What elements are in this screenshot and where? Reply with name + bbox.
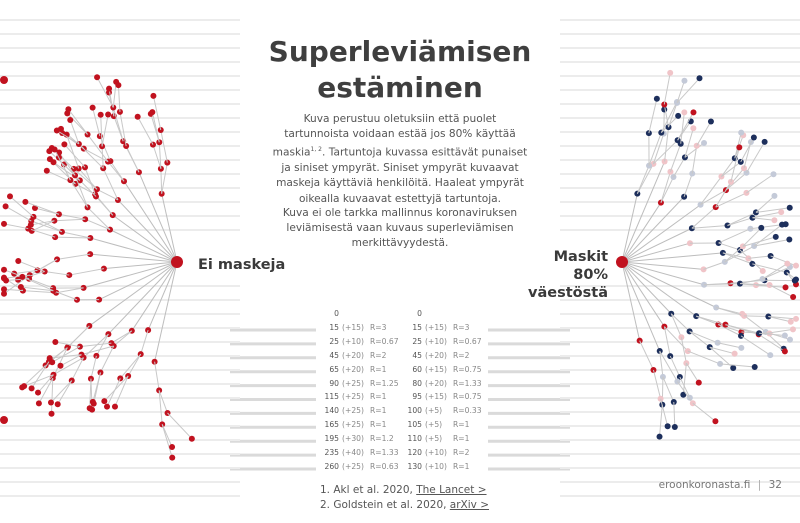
transmission-link	[102, 146, 103, 168]
case-count: 100	[407, 406, 422, 416]
case-table-row	[406, 323, 486, 334]
transmission-link	[138, 117, 153, 145]
transmission-link	[155, 262, 177, 362]
case-node	[793, 316, 799, 322]
page-number: 32	[768, 479, 782, 491]
case-table-row	[406, 392, 486, 403]
case-node	[783, 284, 789, 290]
reproduction-number: R=1	[370, 364, 387, 374]
transmission-link	[4, 224, 28, 229]
case-node	[762, 139, 768, 145]
case-node	[35, 390, 41, 396]
reproduction-number: R=3	[370, 322, 387, 332]
case-increase: (+15)	[425, 392, 447, 402]
case-node	[52, 147, 58, 153]
case-node	[708, 119, 714, 125]
case-node	[701, 140, 707, 146]
case-count: 90	[329, 378, 339, 388]
transmission-link	[108, 162, 124, 182]
case-increase: (+20)	[425, 350, 447, 360]
case-node	[786, 237, 792, 243]
case-table-row	[323, 406, 403, 417]
case-count: 15	[329, 322, 339, 332]
reproduction-number: R=2	[370, 350, 387, 360]
case-node	[738, 130, 744, 136]
case-node	[657, 434, 663, 440]
case-node	[90, 105, 96, 111]
case-node	[792, 278, 798, 284]
case-node	[7, 193, 13, 199]
case-table-row	[323, 365, 403, 376]
transmission-link	[102, 115, 108, 147]
transmission-link	[719, 243, 740, 250]
transmission-link	[45, 271, 70, 275]
case-table-row	[406, 434, 486, 445]
case-count: 165	[324, 420, 339, 430]
case-node	[135, 114, 141, 120]
case-node	[790, 294, 796, 300]
case-node	[784, 261, 790, 267]
transmission-link	[696, 316, 725, 325]
case-node	[0, 416, 8, 424]
case-node	[67, 117, 73, 123]
reproduction-number: R=1.2	[370, 434, 394, 444]
case-node	[712, 418, 718, 424]
case-node	[22, 199, 28, 205]
transmission-link	[108, 262, 177, 334]
case-node	[771, 171, 777, 177]
transmission-link	[18, 261, 44, 271]
case-table-row	[406, 462, 486, 473]
reproduction-number: R=1.33	[453, 378, 482, 388]
reproduction-number: R=1	[453, 434, 470, 444]
transmission-link	[671, 314, 681, 338]
site-name: eroonkoronasta.fi	[658, 479, 751, 491]
case-count: 25	[412, 336, 422, 346]
case-node	[760, 268, 766, 274]
case-increase: (+20)	[425, 378, 447, 388]
case-node	[21, 383, 27, 389]
case-count: 105	[407, 420, 422, 430]
transmission-link	[128, 354, 141, 376]
case-table-row	[323, 392, 403, 403]
case-node	[787, 337, 793, 343]
case-table-row	[406, 309, 486, 320]
transmission-link	[664, 73, 670, 105]
case-node	[52, 339, 58, 345]
case-node	[149, 109, 155, 115]
reproduction-number: R=1	[370, 420, 387, 430]
case-node	[104, 404, 110, 410]
transmission-link	[10, 196, 33, 217]
case-node	[681, 78, 687, 84]
case-increase: (+25)	[342, 392, 364, 402]
case-node	[150, 93, 156, 99]
case-count: 195	[324, 434, 339, 444]
case-node	[169, 444, 175, 450]
case-count: 140	[324, 406, 339, 416]
case-increase: (+25)	[342, 378, 364, 388]
case-increase: (+20)	[342, 350, 364, 360]
reproduction-number: R=1	[370, 406, 387, 416]
case-node	[44, 168, 50, 174]
transmission-link	[161, 169, 162, 194]
case-node	[690, 125, 696, 131]
case-node	[47, 355, 53, 361]
index-case-node	[616, 256, 628, 268]
transmission-link	[664, 327, 687, 352]
case-node	[48, 400, 54, 406]
case-increase: (+15)	[342, 322, 364, 332]
footer	[659, 479, 782, 491]
case-table-row	[406, 420, 486, 431]
case-table-row	[406, 406, 486, 417]
transmission-link	[690, 331, 710, 347]
reproduction-number: R=0.75	[453, 392, 482, 402]
transmission-link	[741, 138, 754, 162]
transmission-link	[704, 262, 725, 269]
case-node	[61, 141, 67, 147]
reproduction-number: R=2	[453, 350, 470, 360]
case-count: 25	[329, 336, 339, 346]
case-node	[738, 345, 744, 351]
case-increase: (+10)	[425, 448, 447, 457]
case-node	[65, 106, 71, 112]
case-table-row	[406, 337, 486, 348]
transmission-link	[107, 378, 120, 406]
case-count: 260	[324, 461, 339, 471]
transmission-link	[704, 284, 740, 285]
transmission-link	[155, 362, 160, 391]
case-increase: (+20)	[342, 364, 364, 374]
case-node	[57, 363, 63, 369]
case-increase: (+40)	[342, 448, 364, 457]
case-count: 60	[412, 364, 422, 374]
transmission-link	[701, 177, 722, 205]
case-node	[675, 113, 681, 119]
case-count: 0	[334, 309, 339, 318]
case-node	[1, 286, 7, 292]
case-count: 115	[324, 392, 339, 402]
case-node	[730, 365, 736, 371]
transmission-link	[96, 196, 113, 215]
transmission-link	[25, 202, 59, 214]
case-count: 130	[407, 461, 422, 471]
case-increase: (+5)	[425, 420, 443, 430]
case-table-row	[406, 365, 486, 376]
case-count: 0	[417, 309, 422, 318]
transmission-link	[85, 219, 110, 229]
case-node	[29, 385, 35, 391]
transmission-link	[88, 207, 110, 229]
case-node	[690, 109, 696, 115]
case-node	[0, 76, 8, 84]
case-table-row	[323, 434, 403, 445]
case-node	[696, 380, 702, 386]
reproduction-number: R=0.67	[370, 336, 399, 346]
case-node	[732, 351, 738, 357]
transmission-link	[56, 288, 83, 293]
case-node	[90, 399, 96, 405]
case-table-row	[323, 462, 403, 473]
case-increase: (+25)	[342, 406, 364, 416]
case-node	[3, 277, 9, 283]
reproduction-number: R=0.63	[370, 461, 399, 471]
masks-80-label: Maskit 80% väestöstä	[528, 249, 608, 301]
transmission-link	[97, 189, 118, 200]
case-node	[696, 75, 702, 81]
case-increase: (+5)	[425, 406, 443, 416]
case-node	[752, 364, 758, 370]
transmission-link	[748, 256, 770, 258]
case-node	[105, 112, 111, 118]
case-increase: (+5)	[425, 434, 443, 444]
transmission-link	[752, 218, 774, 220]
case-table-row	[323, 323, 403, 334]
case-node	[778, 209, 784, 215]
transmission-link	[740, 279, 763, 284]
transmission-link	[101, 115, 102, 147]
disclaimer-paragraph: Kuva ei ole tarkka mallinnus koronaviruksen leviämisestä vaan kuvaus superleviämisen merkittävyydestä.	[282, 207, 518, 250]
transmission-link	[670, 356, 680, 377]
lancet-link[interactable]: The Lancet >	[416, 484, 487, 496]
case-table-row	[323, 379, 403, 390]
case-node	[106, 86, 112, 92]
case-node	[112, 404, 118, 410]
transmission-link	[720, 364, 755, 367]
case-node	[50, 159, 56, 165]
case-node	[782, 348, 788, 354]
transmission-link	[69, 269, 104, 275]
case-table-row	[323, 420, 403, 431]
transmission-link	[91, 356, 96, 379]
case-node	[101, 398, 107, 404]
intro-paragraph: Kuva perustuu oletuksiin että puolet tartunnoista voidaan estää jos 80% käyttää maskia$^{1, 2}$. Tartuntoja kuvassa esittävät punaiset ja siniset ympyrät. Siniset ympyrät kuvaavat maskeja käyttäviä henkilöitä. Haaleat ympyrät oikealla kuvaavat estettyjä tartuntoja.	[272, 113, 528, 205]
transmission-link	[622, 194, 637, 262]
transmission-link	[744, 316, 768, 317]
case-count: 235	[324, 448, 339, 457]
transmission-link	[731, 147, 739, 182]
page-title: Superleviämisen estäminen	[268, 35, 532, 104]
case-node	[782, 333, 788, 339]
case-node	[1, 267, 7, 273]
transmission-link	[692, 225, 728, 228]
case-node	[787, 205, 793, 211]
masks-case-table	[406, 309, 486, 474]
transmission-link	[622, 262, 671, 314]
case-increase: (+15)	[425, 322, 447, 332]
reproduction-number: R=0.33	[453, 406, 482, 416]
case-table-row	[406, 448, 486, 459]
case-node	[771, 217, 777, 223]
case-node	[788, 319, 794, 325]
case-increase: (+10)	[425, 461, 447, 471]
transmission-link	[100, 346, 113, 373]
transmission-link	[54, 219, 85, 220]
case-count: 45	[329, 350, 339, 360]
case-count: 15	[412, 322, 422, 332]
case-increase: (+25)	[342, 461, 364, 471]
case-increase: (+25)	[342, 420, 364, 430]
reproduction-number: R=0.75	[453, 364, 482, 374]
transmission-link	[674, 402, 675, 427]
case-table-row	[406, 351, 486, 362]
case-node	[115, 82, 121, 88]
case-node	[736, 144, 742, 150]
case-increase: (+10)	[342, 336, 364, 346]
transmission-link	[727, 218, 752, 226]
case-node	[793, 263, 799, 269]
transmission-link	[686, 363, 698, 383]
reference-2: 2. Goldstein et al. 2020, arXiv >	[320, 498, 490, 511]
reproduction-number: R=2	[453, 448, 470, 457]
case-node	[1, 221, 7, 227]
transmission-link	[746, 174, 773, 193]
no-masks-label: Ei maskeja	[198, 257, 286, 273]
transmission-link	[718, 343, 742, 348]
case-table-row	[323, 309, 403, 320]
transmission-link	[37, 259, 57, 270]
case-node	[771, 193, 777, 199]
transmission-link	[688, 351, 720, 364]
case-node	[98, 112, 104, 118]
case-node	[667, 70, 673, 76]
case-node	[672, 424, 678, 430]
case-table-row	[406, 379, 486, 390]
case-count: 120	[407, 448, 422, 457]
footer-separator: |	[757, 479, 762, 491]
case-node	[36, 400, 42, 406]
arxiv-link[interactable]: arXiv >	[449, 498, 490, 511]
reference-1: 1. Akl et al. 2020, The Lancet >	[320, 484, 487, 496]
transmission-link	[114, 331, 132, 346]
case-node	[681, 109, 687, 115]
case-increase: (+30)	[342, 434, 364, 444]
case-node	[779, 222, 785, 228]
case-node	[19, 274, 25, 280]
case-node	[49, 411, 55, 417]
case-node	[18, 284, 24, 290]
case-count: 95	[412, 392, 422, 402]
case-node	[189, 436, 195, 442]
transmission-link	[162, 424, 172, 447]
case-node	[46, 148, 52, 154]
transmission-link	[684, 174, 692, 197]
transmission-link	[754, 240, 789, 246]
case-node	[751, 135, 757, 141]
case-node	[87, 405, 93, 411]
index-case-node	[171, 256, 183, 268]
case-table-row	[323, 351, 403, 362]
no-masks-case-table	[323, 309, 403, 474]
case-count: 65	[329, 364, 339, 374]
transmission-link	[57, 254, 90, 259]
case-node	[773, 234, 779, 240]
reproduction-number: R=1.25	[370, 378, 399, 388]
reproduction-number: R=3	[453, 322, 470, 332]
case-table-row	[323, 337, 403, 348]
case-node	[758, 225, 764, 231]
case-count: 110	[407, 434, 422, 444]
case-node	[54, 128, 60, 134]
case-node	[15, 258, 21, 264]
reproduction-number: R=1	[370, 392, 387, 402]
reproduction-number: R=0.67	[453, 336, 482, 346]
transmission-link	[692, 207, 716, 228]
transmission-link	[740, 284, 770, 285]
case-count: 80	[412, 378, 422, 388]
transmission-link	[660, 405, 663, 437]
case-node	[3, 203, 9, 209]
transmission-link	[771, 256, 796, 266]
case-increase: (+15)	[425, 364, 447, 374]
reproduction-number: R=1	[453, 420, 470, 430]
case-node	[790, 326, 796, 332]
case-node	[654, 96, 660, 102]
transmission-link	[162, 194, 177, 262]
transmission-link	[637, 164, 653, 194]
case-table-row	[323, 448, 403, 459]
case-node	[665, 423, 671, 429]
transmission-link	[637, 166, 649, 194]
case-node	[55, 401, 61, 407]
references	[320, 483, 489, 512]
case-node	[767, 352, 773, 358]
reproduction-number: R=1	[453, 461, 470, 471]
case-count: 45	[412, 350, 422, 360]
case-node	[169, 455, 175, 461]
case-increase: (+10)	[425, 336, 447, 346]
transmission-link	[6, 206, 32, 221]
case-node	[94, 74, 100, 80]
reproduction-number: R=1.33	[370, 448, 399, 457]
case-node	[59, 229, 65, 235]
